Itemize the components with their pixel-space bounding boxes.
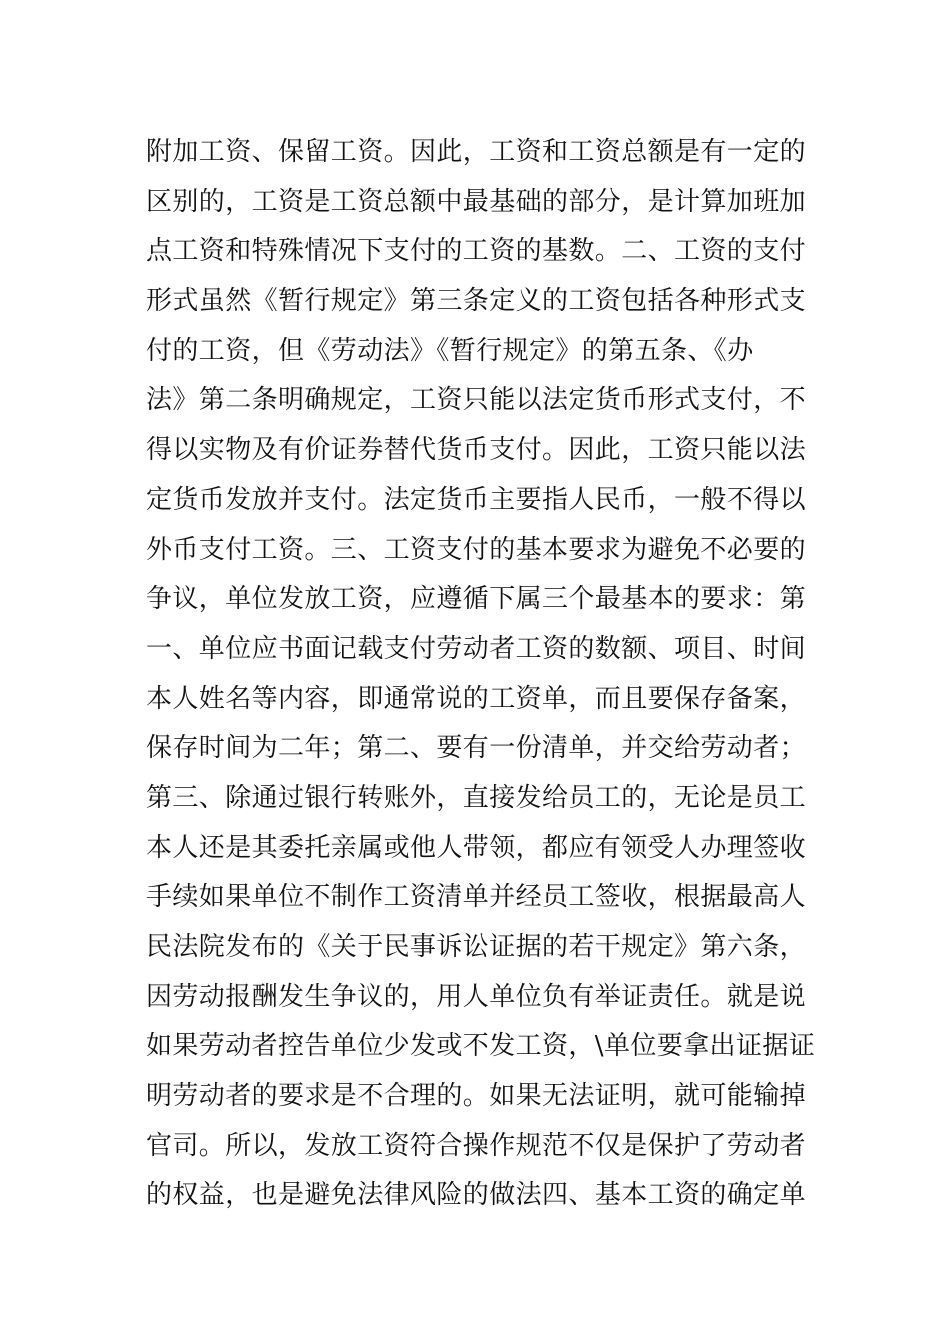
text-line: 得以实物及有价证券替代货币支付。因此，工资只能以法 (146, 435, 807, 466)
text-line: 区别的，工资是工资总额中最基础的部分，是计算加班加 (146, 186, 807, 217)
text-line: 本人姓名等内容，即通常说的工资单，而且要保存备案， (146, 683, 807, 714)
text-line: 付的工资，但《劳动法》《暂行规定》的第五条、《办 (146, 335, 754, 366)
text-line: 形式虽然《暂行规定》第三条定义的工资包括各种形式支 (146, 286, 807, 317)
text-line: 明劳动者的要求是不合理的。如果无法证明，就可能输掉 (146, 1081, 807, 1112)
text-line: 本人还是其委托亲属或他人带领，都应有领受人办理签收 (146, 832, 807, 863)
text-line: 法》第二条明确规定，工资只能以法定货币形式支付，不 (146, 385, 807, 416)
text-line: 官司。所以，发放工资符合操作规范不仅是保护了劳动者 (146, 1130, 807, 1161)
text-line: 手续如果单位不制作工资清单并经员工签收，根据最高人 (146, 882, 807, 913)
text-line: 第三、除通过银行转账外，直接发给员工的，无论是员工 (146, 782, 807, 813)
text-line: 保存时间为二年；第二、要有一份清单，并交给劳动者； (146, 733, 807, 764)
text-line: 争议，单位发放工资，应遵循下属三个最基本的要求：第 (146, 584, 807, 615)
text-line: 附加工资、保留工资。因此，工资和工资总额是有一定的 (146, 137, 807, 167)
text-line: 一、单位应书面记载支付劳动者工资的数额、项目、时间 (146, 633, 807, 664)
text-line: 点工资和特殊情况下支付的工资的基数。二、工资的支付 (146, 236, 807, 267)
text-line: 的权益，也是避免法律风险的做法四、基本工资的确定单 (146, 1180, 807, 1211)
text-line: 定货币发放并支付。法定货币主要指人民币，一般不得以 (146, 484, 807, 515)
text-line: 外币支付工资。三、工资支付的基本要求为避免不必要的 (146, 534, 807, 565)
text-line: 如果劳动者控告单位少发或不发工资，\单位要拿出证据证 (146, 1031, 816, 1062)
text-line: 民法院发布的《关于民事诉讼证据的若干规定》第六条， (146, 932, 807, 962)
text-line: 因劳动报酬发生争议的，用人单位负有举证责任。就是说 (146, 981, 807, 1012)
body-text (146, 128, 816, 1221)
